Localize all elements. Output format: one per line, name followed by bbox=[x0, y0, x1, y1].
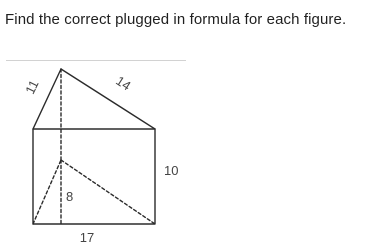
label-base: 17 bbox=[79, 230, 95, 245]
label-height: 8 bbox=[66, 189, 74, 204]
top-left-edge bbox=[33, 69, 61, 129]
label-length: 10 bbox=[164, 163, 179, 178]
hidden-left-edge bbox=[33, 160, 61, 224]
label-slant-right: 14 bbox=[113, 72, 134, 94]
front-rectangle bbox=[33, 129, 155, 224]
question-prompt: Find the correct plugged in formula for each figure. bbox=[5, 11, 347, 28]
label-slant-left: 11 bbox=[22, 77, 42, 97]
hidden-right-edge bbox=[61, 160, 155, 224]
top-right-edge bbox=[61, 69, 155, 129]
